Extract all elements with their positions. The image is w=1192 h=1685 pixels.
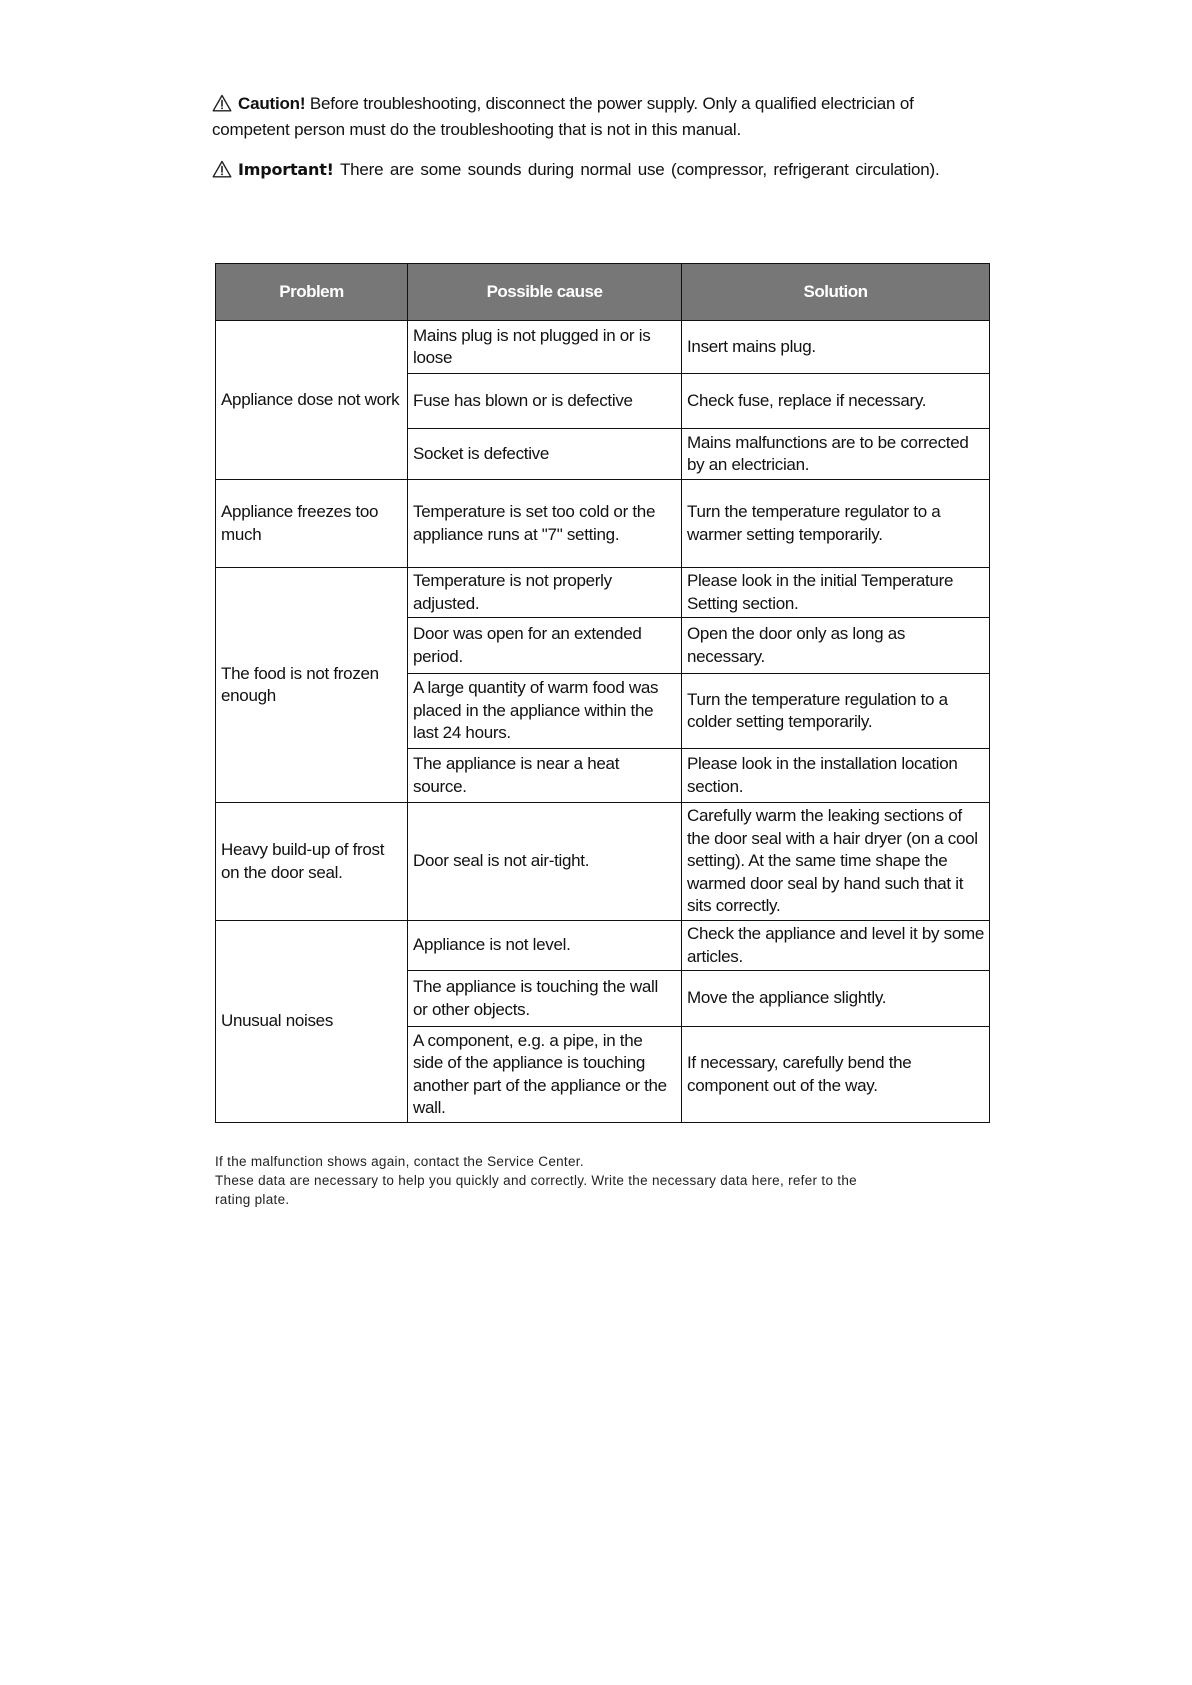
cause-cell: Temperature is set too cold or the appliance runs at "7" setting. <box>408 480 682 568</box>
cause-cell: A large quantity of warm food was placed in the appliance within the last 24 hours. <box>408 674 682 749</box>
cause-cell: Appliance is not level. <box>408 921 682 971</box>
caution-label: Caution! <box>238 94 306 113</box>
header-possible-cause: Possible cause <box>408 264 682 321</box>
problem-cell: The food is not frozen enough <box>216 568 408 803</box>
service-center-note <box>215 1152 1035 1209</box>
cause-cell: A component, e.g. a pipe, in the side of the appliance is touching another part of the appliance or the wall. <box>408 1027 682 1123</box>
important-text: There are some sounds during normal use (compressor, refrigerant circulation). <box>333 160 940 179</box>
cause-cell: Mains plug is not plugged in or is loose <box>408 321 682 374</box>
cause-cell: Door seal is not air-tight. <box>408 803 682 921</box>
problem-cell: Unusual noises <box>216 921 408 1123</box>
problem-cell: Heavy build-up of frost on the door seal. <box>216 803 408 921</box>
header-solution: Solution <box>682 264 990 321</box>
important-label: Important! <box>238 160 334 179</box>
table-row <box>216 321 990 374</box>
problem-cell: Appliance freezes too much <box>216 480 408 568</box>
warning-triangle-icon <box>212 94 232 118</box>
solution-cell: Carefully warm the leaking sections of the door seal with a hair dryer (on a cool setting). At the same time shape the warmed door seal by hand such that it sits correctly. <box>682 803 990 921</box>
cause-cell: The appliance is near a heat source. <box>408 749 682 803</box>
solution-cell: Insert mains plug. <box>682 321 990 374</box>
warning-triangle-icon <box>212 160 232 184</box>
solution-cell: Turn the temperature regulation to a colder setting temporarily. <box>682 674 990 749</box>
footer-line: If the malfunction shows again, contact the Service Center. <box>215 1154 584 1169</box>
solution-cell: Open the door only as long as necessary. <box>682 618 990 674</box>
cause-cell: The appliance is touching the wall or other objects. <box>408 971 682 1027</box>
caution-text: Before troubleshooting, disconnect the power supply. Only a qualified electrician of competent person must do the troubleshooting that is not in this manual. <box>212 94 914 139</box>
table-row <box>216 803 990 921</box>
cause-cell: Socket is defective <box>408 429 682 480</box>
problem-cell: Appliance dose not work <box>216 321 408 480</box>
table-row <box>216 921 990 971</box>
solution-cell: If necessary, carefully bend the component out of the way. <box>682 1027 990 1123</box>
cause-cell: Door was open for an extended period. <box>408 618 682 674</box>
table-row <box>216 568 990 618</box>
cause-cell: Fuse has blown or is defective <box>408 374 682 429</box>
solution-cell: Move the appliance slightly. <box>682 971 990 1027</box>
footer-line: rating plate. <box>215 1192 290 1207</box>
caution-notice <box>212 92 988 141</box>
solution-cell: Check fuse, replace if necessary. <box>682 374 990 429</box>
important-notice <box>212 158 988 184</box>
table-row <box>216 480 990 568</box>
cause-cell: Temperature is not properly adjusted. <box>408 568 682 618</box>
header-problem: Problem <box>216 264 408 321</box>
solution-cell: Mains malfunctions are to be corrected by an electrician. <box>682 429 990 480</box>
troubleshooting-table <box>215 263 990 1123</box>
solution-cell: Please look in the initial Temperature Setting section. <box>682 568 990 618</box>
solution-cell: Turn the temperature regulator to a warmer setting temporarily. <box>682 480 990 568</box>
footer-line: These data are necessary to help you quickly and correctly. Write the necessary data here, refer to the <box>215 1173 857 1188</box>
solution-cell: Check the appliance and level it by some articles. <box>682 921 990 971</box>
solution-cell: Please look in the installation location section. <box>682 749 990 803</box>
table-header-row <box>216 264 990 321</box>
